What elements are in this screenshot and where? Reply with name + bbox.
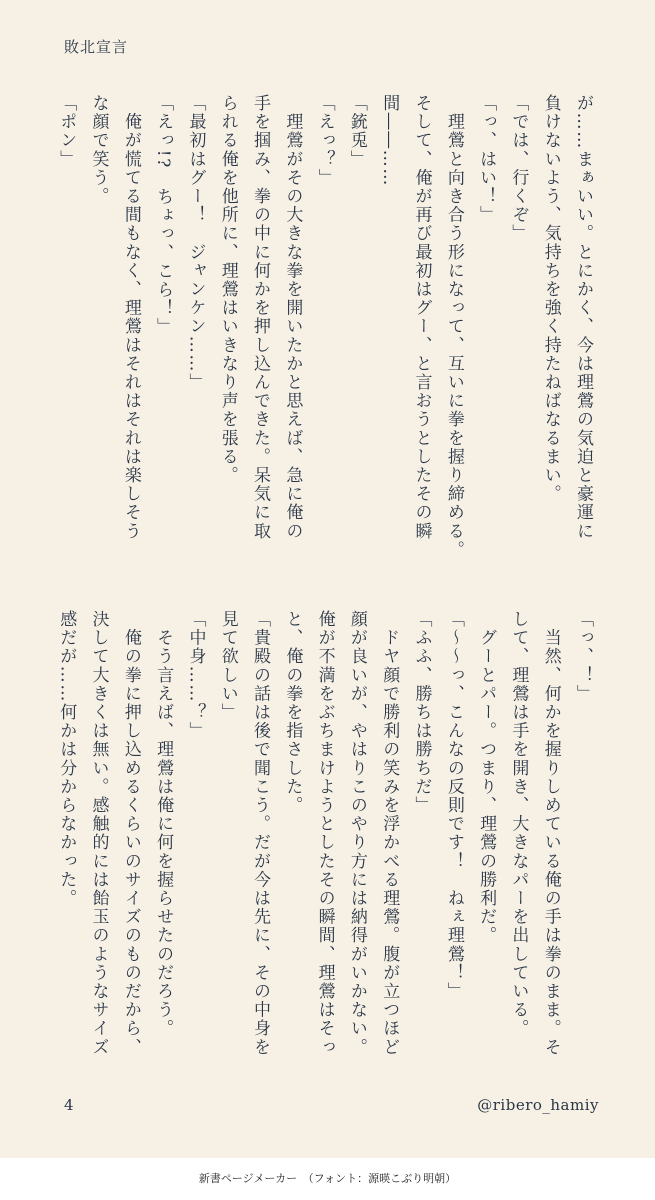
text-line: そして、俺が再び最初はグー、と言おうとしたその瞬 — [411, 94, 432, 541]
text-line: して、理鶯は手を開き、大きなパーを出している。 — [508, 610, 529, 1038]
text-line: 間――…… — [379, 94, 400, 187]
text-line: 「ふふ、勝ちは勝ちだ」 — [411, 610, 432, 815]
text-line: 「最初はグー！ ジャンケン……」 — [185, 94, 206, 392]
text-line: ドヤ顔で勝利の笑みを浮かべる理鶯。腹が立つほど — [379, 610, 400, 1057]
text-line: 俺の拳に押し込めるくらいのサイズのものだから、 — [120, 610, 141, 1057]
text-line: 「中身……？」 — [185, 610, 206, 741]
text-line: 「ポン」 — [56, 94, 77, 169]
text-line: 見て欲しい」 — [217, 610, 238, 722]
text-line: そう言えば、理鶯は俺に何を握らせたのだろう。 — [153, 610, 174, 1038]
text-line: 「～～っ、こんなの反則です！ ねぇ理鶯！」 — [443, 610, 464, 1001]
text-line: 感だが……何かは分からなかった。 — [56, 610, 77, 908]
text-line: 「銃兎」 — [346, 94, 367, 169]
app-credit-footer: 新書ページメーカー （フォント：源暎こぶり明朝） — [0, 1158, 655, 1200]
text-line: 俺が慌てる間もなく、理鶯はそれはそれは楽しそう — [120, 94, 141, 541]
text-line: 負けないよう、気持ちを強く持たねばなるまい。 — [540, 94, 561, 504]
text-line: 「えっ!? ちょっ、こら！」 — [153, 94, 174, 337]
page-number: 4 — [64, 1096, 74, 1114]
text-line: と、俺の拳を指さした。 — [282, 610, 303, 815]
text-line: られる俺を他所に、理鶯はいきなり声を張る。 — [217, 94, 238, 485]
chapter-title: 敗北宣言 — [64, 38, 129, 56]
text-line: 顔が良いが、やはりこのやり方には納得がいかない。 — [346, 610, 367, 1057]
text-line: 手を掴み、拳の中に何かを押し込んできた。呆気に取 — [250, 94, 271, 541]
text-line: な顔で笑う。 — [88, 94, 109, 206]
text-line: 「では、行くぞ」 — [508, 94, 529, 243]
text-line: 「えっ？」 — [314, 94, 335, 187]
author-handle: @ribero_hamiy — [477, 1096, 599, 1114]
text-line: 「っ、！」 — [573, 610, 593, 703]
text-line: 「貴殿の話は後で聞こう。だが今は先に、その中身を — [250, 610, 271, 1057]
text-line: 当然、何かを握りしめている俺の手は拳のまま。そ — [540, 610, 561, 1057]
text-line: 「っ、はい！」 — [476, 94, 497, 225]
text-line: が……まぁいい。とにかく、今は理鶯の気迫と豪運に — [573, 94, 593, 541]
text-line: 理鶯がその大きな拳を開いたかと思えば、急に俺の — [282, 94, 303, 541]
text-line: 俺が不満をぶちまけようとしたその瞬間、理鶯はそっ — [314, 610, 335, 1057]
text-block-top — [54, 94, 599, 574]
text-block-bottom — [54, 610, 599, 1090]
text-line: グーとパー。つまり、理鶯の勝利だ。 — [476, 610, 497, 945]
text-line: 理鶯と向き合う形になって、互いに拳を握り締める。 — [443, 94, 464, 559]
text-line: 決して大きくは無い。感触的には飴玉のようなサイズ — [88, 610, 109, 1057]
